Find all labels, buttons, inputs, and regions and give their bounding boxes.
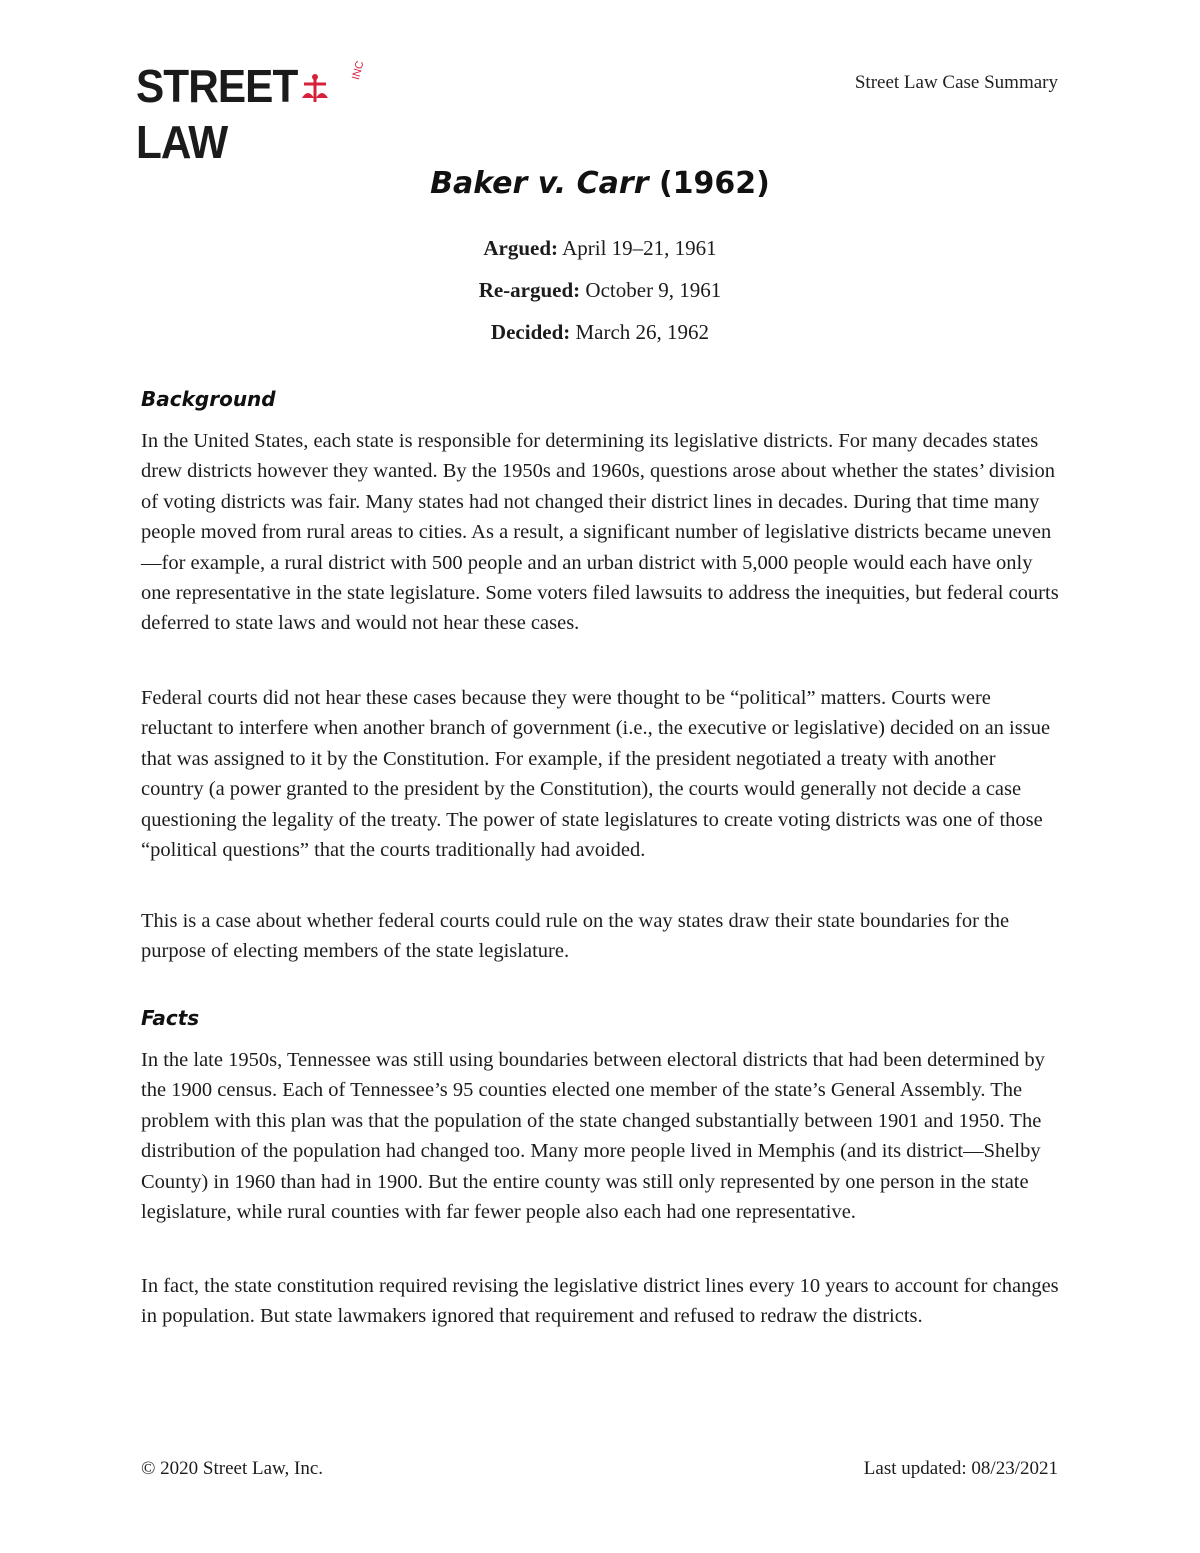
footer-last-updated: Last updated: 08/23/2021 [863, 1458, 1058, 1479]
document-type-label: Street Law Case Summary [854, 72, 1058, 93]
facts-paragraph-1: In the late 1950s, Tennessee was still using boundaries between electoral districts that had been determined by the 1900 census. Each of Tennessee’s 95 counties elected one member of the state’s General Assembly. The problem with this plan was that the population of the state changed substantially between 1901 and 1950. The distribution of the population had changed too. Many more people lived in Memphis (and its district—Shelby County) in 1960 than had in 1900. But the entire county was still only represented by one person in the state legislature, while rural counties with far fewer people also each had one representative. [141, 1049, 1045, 1224]
street-law-logo [136, 58, 386, 168]
background-paragraph-3: This is a case about whether federal courts could rule on the way states draw their state boundaries for the purpose of electing members of the state legislature. [141, 910, 1010, 963]
date-value: October 9, 1961 [585, 278, 722, 302]
background-paragraph-2: Federal courts did not hear these cases because they were thought to be “political” matters. Courts were reluctant to interfere when another branch of government (i.e., the executive or legislative) decided on an issue that was assigned to it by the Constitution. For example, if the president negotiated a treaty with another country (a power granted to the president by the Constitution), the courts would generally not decide a case questioning the legality of the treaty. The power of state legislatures to create voting districts was one of those “political questions” that the courts traditionally had avoided. [141, 687, 1051, 862]
case-name: Baker v. Carr [430, 166, 649, 201]
logo-inc-suffix: INC [350, 59, 367, 82]
date-argued [0, 236, 1200, 261]
date-label: Re-argued: [478, 278, 581, 302]
page-title [0, 166, 1200, 201]
logo-scales-icon [300, 72, 330, 108]
date-decided [0, 320, 1200, 345]
footer-copyright: © 2020 Street Law, Inc. [141, 1458, 324, 1479]
logo-text: STREET LAW [136, 60, 298, 168]
date-reargued [0, 278, 1200, 303]
date-label: Argued: [483, 236, 558, 260]
section-heading-background: Background [141, 387, 276, 411]
facts-paragraph-2: In fact, the state constitution required revising the legislative district lines every 10 years to account for changes in population. But state lawmakers ignored that requirement and refused to redraw the districts. [141, 1275, 1059, 1328]
background-paragraph-1: In the United States, each state is responsible for determining its legislative districts. For many decades states drew districts however they wanted. By the 1950s and 1960s, questions arose about whether the states’ division of voting districts was fair. Many states had not changed their district lines in decades. During that time many people moved from rural areas to cities. As a result, a significant number of legislative districts became uneven—for example, a rural district with 500 people and an urban district with 5,000 people would each have only one representative in the state legislature. Some voters filed lawsuits to address the inequities, but federal courts deferred to state laws and would not hear these cases. [141, 430, 1059, 635]
section-heading-facts: Facts [141, 1006, 200, 1030]
date-label: Decided: [490, 320, 571, 344]
case-year: (1962) [658, 166, 770, 201]
date-value: April 19–21, 1961 [562, 236, 717, 260]
date-value: March 26, 1962 [575, 320, 710, 344]
